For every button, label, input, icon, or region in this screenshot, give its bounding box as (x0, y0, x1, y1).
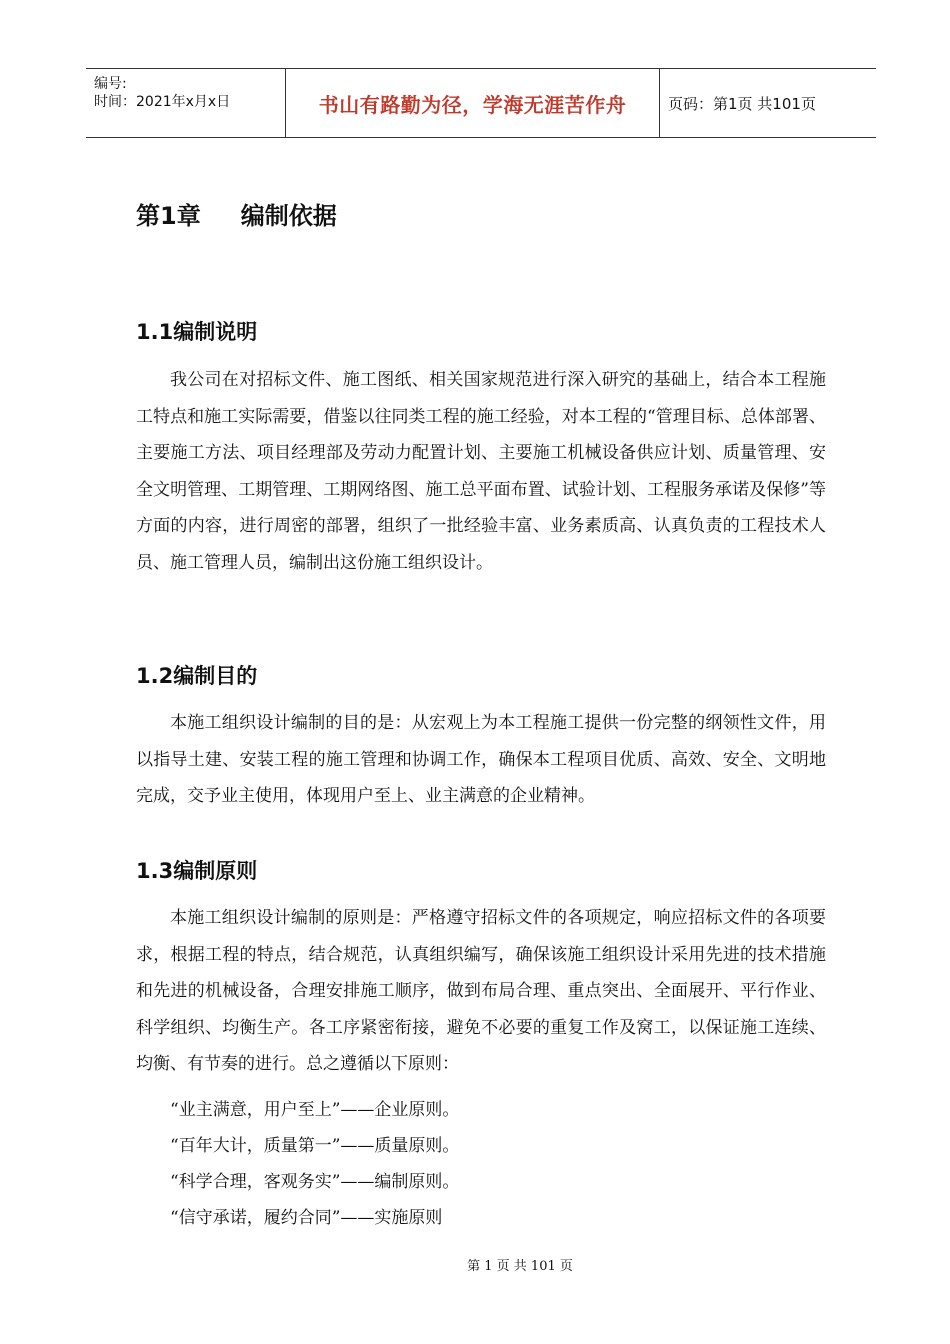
header-time-label: 时间：2021年x月x日 (94, 94, 231, 110)
chapter-number: 第1章 (136, 202, 201, 230)
page-header (86, 68, 876, 138)
header-motto: 书山有路勤为径，学海无涯苦作舟 (286, 69, 660, 137)
principle-item: “业主满意，用户至上”——企业原则。 (170, 1100, 460, 1120)
section-paragraph-1-3: 本施工组织设计编制的原则是：严格遵守招标文件的各项规定，响应招标文件的各项要求，根据工程的特点，结合规范，认真组织编写，确保该施工组织设计采用先进的技术措施和先进的机械设备，合理安排施工顺序，做到布局合理、重点突出、全面展开、平行作业、科学组织、均衡生产。各工序紧密衔接，避免不必要的重复工作及窝工，以保证施工连续、均衡、有节奏的进行。总之遵循以下原则： (136, 908, 826, 1074)
section-title-1-2: 1.2编制目的 (136, 664, 258, 688)
section-title-1-3: 1.3编制原则 (136, 859, 258, 883)
header-number-label: 编号: (94, 76, 127, 92)
header-page-info: 页码：第1页 共101页 (668, 94, 816, 113)
section-paragraph-1-1: 我公司在对招标文件、施工图纸、相关国家规范进行深入研究的基础上，结合本工程施工特点和施工实际需要，借鉴以往同类工程的施工经验，对本工程的“管理目标、总体部署、主要施工方法、项目经理部及劳动力配置计划、主要施工机械设备供应计划、质量管理、安全文明管理、工期管理、工期网络图、施工总平面布置、试验计划、工程服务承诺及保修”等方面的内容，进行周密的部署，组织了一批经验丰富、业务素质高、认真负责的工程技术人员、施工管理人员，编制出这份施工组织设计。 (136, 370, 826, 573)
principle-item: “百年大计，质量第一”——质量原则。 (170, 1136, 460, 1156)
section-paragraph-1-2: 本施工组织设计编制的目的是：从宏观上为本工程施工提供一份完整的纲领性文件，用以指导土建、安装工程的施工管理和协调工作，确保本工程项目优质、高效、安全、文明地完成，交予业主使用，体现用户至上、业主满意的企业精神。 (136, 713, 826, 806)
page-footer: 第 1 页 共 101 页 (467, 1259, 573, 1274)
section-title-1-1: 1.1编制说明 (136, 320, 258, 344)
header-meta (86, 69, 286, 137)
chapter-heading (136, 196, 337, 231)
principle-item: “信守承诺，履约合同”——实施原则 (170, 1208, 443, 1228)
chapter-title: 编制依据 (240, 202, 337, 230)
principle-item: “科学合理，客观务实”——编制原则。 (170, 1172, 460, 1192)
